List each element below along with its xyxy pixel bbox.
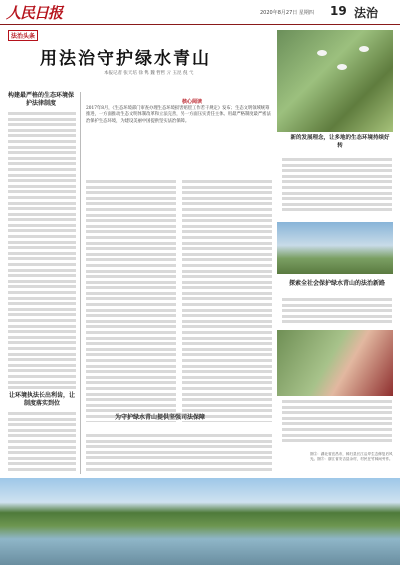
- lead-summary: [86, 106, 272, 176]
- column-divider: [80, 92, 81, 474]
- egret-photo: [277, 30, 393, 132]
- lead-text: 2017年8月，《生态环境部门审查办理生态环境损害赔偿工作若干规定》发布；生态文明领域统筹推进，一方面推动生态文明体制改革和立法完善，另一方面压实责任主体。用最严格制度最严密法治保护生态环境，为建设美丽中国提供坚实法治保障。: [86, 106, 271, 124]
- masthead: [0, 0, 400, 25]
- lake-landscape-photo: [0, 478, 400, 565]
- middle-column-text-2: [182, 180, 272, 422]
- newspaper-logo: 人民日报: [6, 4, 63, 22]
- villager-photo: [277, 330, 393, 396]
- right-column-text-2: [282, 298, 392, 328]
- subhead-left-top: 构建最严格的生态环境保护法律制度: [8, 92, 75, 107]
- subhead-right-mid: 探索全社会保护绿水青山的法治新路: [288, 280, 385, 287]
- subhead-left-bottom: 让环境执法长出利齿，让制度落实到位: [8, 392, 75, 407]
- subhead-center-bottom: 为守护绿水青山提供坚强司法保障: [114, 414, 205, 421]
- photo-caption: 图②：湖北省宜昌市，秭归县长江沿岸生态修复后风光。图③：浙江省安吉县余村，村民在竹林间劳作。: [310, 452, 393, 461]
- egret-shape: [359, 46, 369, 52]
- section-name: 法治: [354, 6, 379, 20]
- issue-date: 2020年8月27日 星期四: [260, 10, 314, 16]
- byline: 本报记者 张天培 徐 隽 魏 哲哲 亓 玉昆 倪 弋: [104, 71, 194, 76]
- page-number: 19: [330, 4, 347, 18]
- egret-shape: [317, 50, 327, 56]
- left-column-text: [8, 112, 76, 390]
- subhead-right-top: 新的发展理念，让多地的生态环境持续好转: [290, 135, 390, 149]
- riverside-park-photo: [277, 222, 393, 274]
- egret-shape: [337, 64, 347, 70]
- headline: 用法治守护绿水青山: [40, 49, 211, 69]
- column-tag: 法治头条: [8, 30, 38, 41]
- right-column-text-3: [282, 400, 392, 450]
- right-column-text-1: [282, 158, 392, 218]
- middle-column-text-1: [86, 180, 176, 422]
- lead-label: 核心阅读: [182, 99, 203, 105]
- middle-bottom-text: [86, 434, 272, 474]
- left-column-text-lower: [8, 412, 76, 474]
